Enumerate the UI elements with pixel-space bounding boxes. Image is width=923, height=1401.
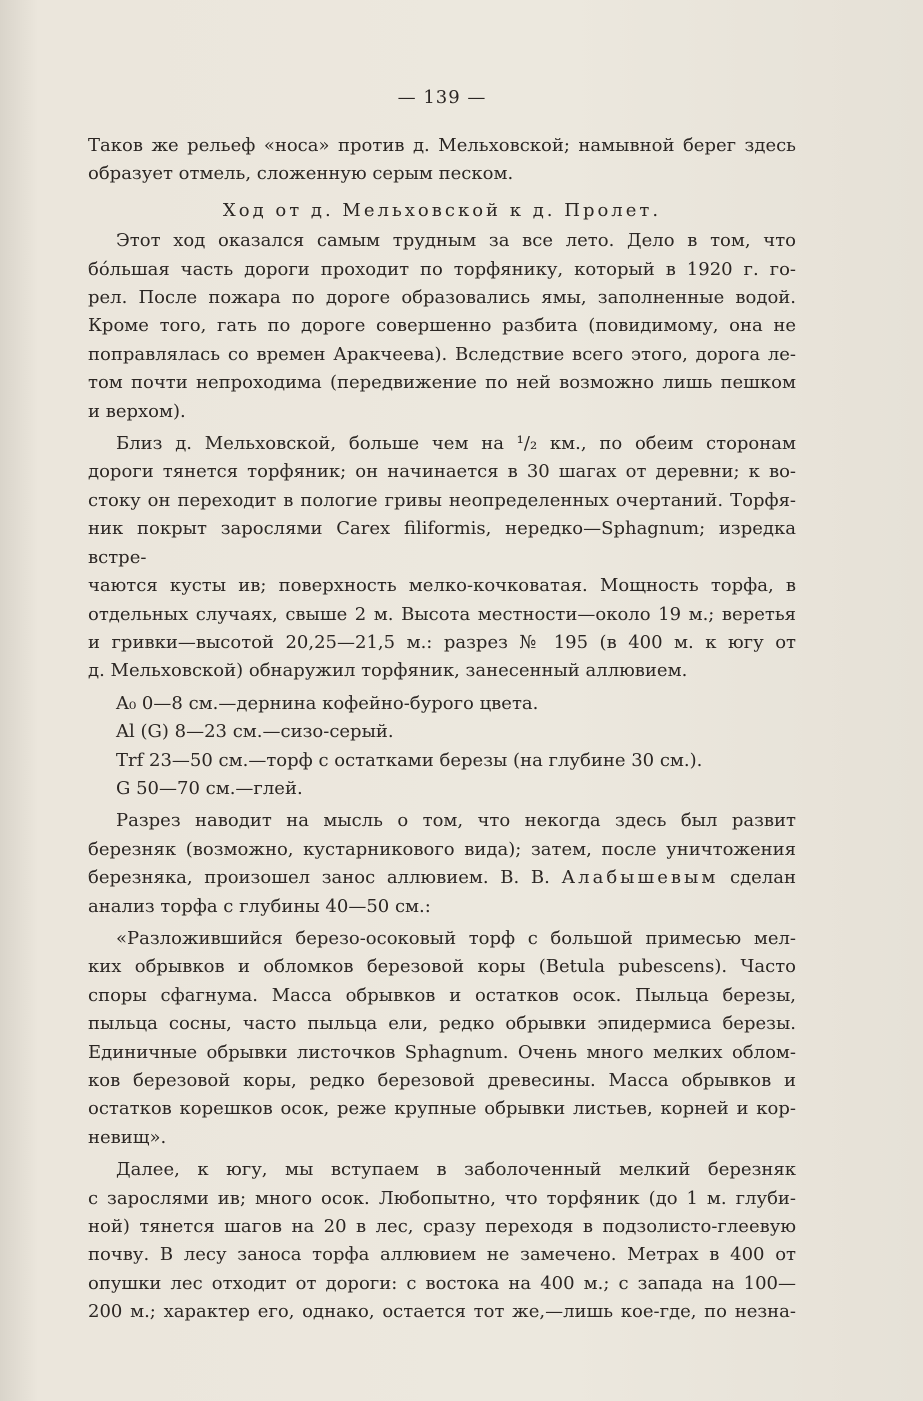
soil-profile xyxy=(88,690,796,804)
profile-horizon: Trf 23—50 см.—торф с остатками березы (на глубине 30 см.). xyxy=(116,749,703,771)
text-line: ник покрыт зарослями Carex filiformis, нередко—Sphagnum; изредка встре- xyxy=(88,518,796,568)
text-line: том почти непроходима (передвижение по ней возможно лишь пешком xyxy=(88,372,796,394)
text-line: Этот ход оказался самым трудным за все лето. Дело в том, что xyxy=(116,230,796,252)
paragraph-1 xyxy=(88,227,796,426)
text-line xyxy=(88,864,796,892)
text-line: остатков корешков осок, реже крупные обрывки листьев, корней и кор- xyxy=(88,1098,796,1120)
text-line: пыльца сосны, часто пыльца ели, редко обрывки эпидермиса березы. xyxy=(88,1013,796,1035)
text-line: образует отмель, сложенную серым песком. xyxy=(88,163,514,185)
profile-horizon: Al (G) 8—23 см.—сизо-серый. xyxy=(116,721,394,743)
text-line: споры сфагнума. Масса обрывков и остатков осок. Пыльца березы, xyxy=(88,984,796,1006)
text-line: почву. В лесу заноса торфа аллювием не замечено. Метрах в 400 от xyxy=(88,1244,796,1266)
intro-paragraph xyxy=(88,132,796,189)
text-line: березняк (возможно, кустарникового вида); затем, после уничтожения xyxy=(88,838,796,860)
text-line: ких обрывков и обломков березовой коры (Betula pubescens). Часто xyxy=(88,956,796,978)
text-line: Разрез наводит на мысль о том, что некогда здесь был развит xyxy=(116,810,796,832)
text-line: Близ д. Мельховской, больше чем на ¹/₂ км., по обеим сторонам xyxy=(116,433,796,455)
text-line: 200 м.; характер его, однако, остается тот же,—лишь кое-где, по незна- xyxy=(88,1301,796,1323)
text-span: сделан xyxy=(730,867,796,889)
text-line: рел. После пожара по дороге образовались ямы, заполненные водой. xyxy=(88,287,796,309)
text-line: и гривки—высотой 20,25—21,5 м.: разрез № 195 (в 400 м. к югу от xyxy=(88,631,796,653)
text-line: с зарослями ив; много осок. Любопытно, что торфяник (до 1 м. глуби- xyxy=(88,1187,796,1209)
page-content xyxy=(88,84,796,1327)
text-line: стоку он переходит в пологие гривы неопределенных очертаний. Торфя- xyxy=(88,489,796,511)
text-line: дороги тянется торфяник; он начинается в 30 шагах от деревни; к во- xyxy=(88,461,796,483)
text-line: Далее, к югу, мы вступаем в заболоченный мелкий березняк xyxy=(116,1159,796,1181)
text-span: березняка, произошел занос аллювием. В. В. xyxy=(88,867,550,889)
analysis-quote xyxy=(88,925,796,1152)
paragraph-4 xyxy=(88,1156,796,1326)
page-number: — 139 — xyxy=(397,87,487,108)
section-heading: Ход от д. Мельховской к д. Пролет. xyxy=(222,199,662,221)
text-line: ной) тянется шагов на 20 в лес, сразу переходя в подзолисто-глеевую xyxy=(88,1216,796,1238)
author-name: Алабышевым xyxy=(561,867,719,889)
text-line: чаются кусты ив; поверхность мелко-кочковатая. Мощность торфа, в xyxy=(88,575,796,597)
text-line: «Разложившийся березо-осоковый торф с большой примесью мел- xyxy=(116,927,796,949)
paragraph-3 xyxy=(88,807,796,921)
text-line: и верхом). xyxy=(88,400,186,422)
text-line: поправлялась со времен Аракчеева). Вследствие всего этого, дорога ле- xyxy=(88,343,796,365)
text-line: Таков же рельеф «носа» против д. Мельховской; намывной берег здесь xyxy=(88,135,796,156)
profile-horizon: G 50—70 см.—глей. xyxy=(116,777,303,799)
text-line: Кроме того, гать по дороге совершенно разбита (повидимому, она не xyxy=(88,315,796,337)
text-line: бо́льшая часть дороги проходит по торфянику, который в 1920 г. го- xyxy=(88,258,796,280)
paragraph-2 xyxy=(88,430,796,686)
text-line: анализ торфа с глубины 40—50 см.: xyxy=(88,895,431,917)
text-line: невищ». xyxy=(88,1126,167,1148)
text-line: опушки лес отходит от дороги: с востока на 400 м.; с запада на 100— xyxy=(88,1272,796,1294)
text-line: ков березовой коры, редко березовой древесины. Масса обрывков и xyxy=(88,1070,796,1091)
text-line: Единичные обрывки листочков Sphagnum. Очень много мелких облом- xyxy=(88,1041,796,1063)
profile-horizon: A₀ 0—8 см.—дернина кофейно-бурого цвета. xyxy=(116,692,539,714)
text-line: отдельных случаях, свыше 2 м. Высота местности—около 19 м.; веретья xyxy=(88,603,796,625)
text-line: д. Мельховской) обнаружил торфяник, занесенный аллювием. xyxy=(88,660,688,682)
